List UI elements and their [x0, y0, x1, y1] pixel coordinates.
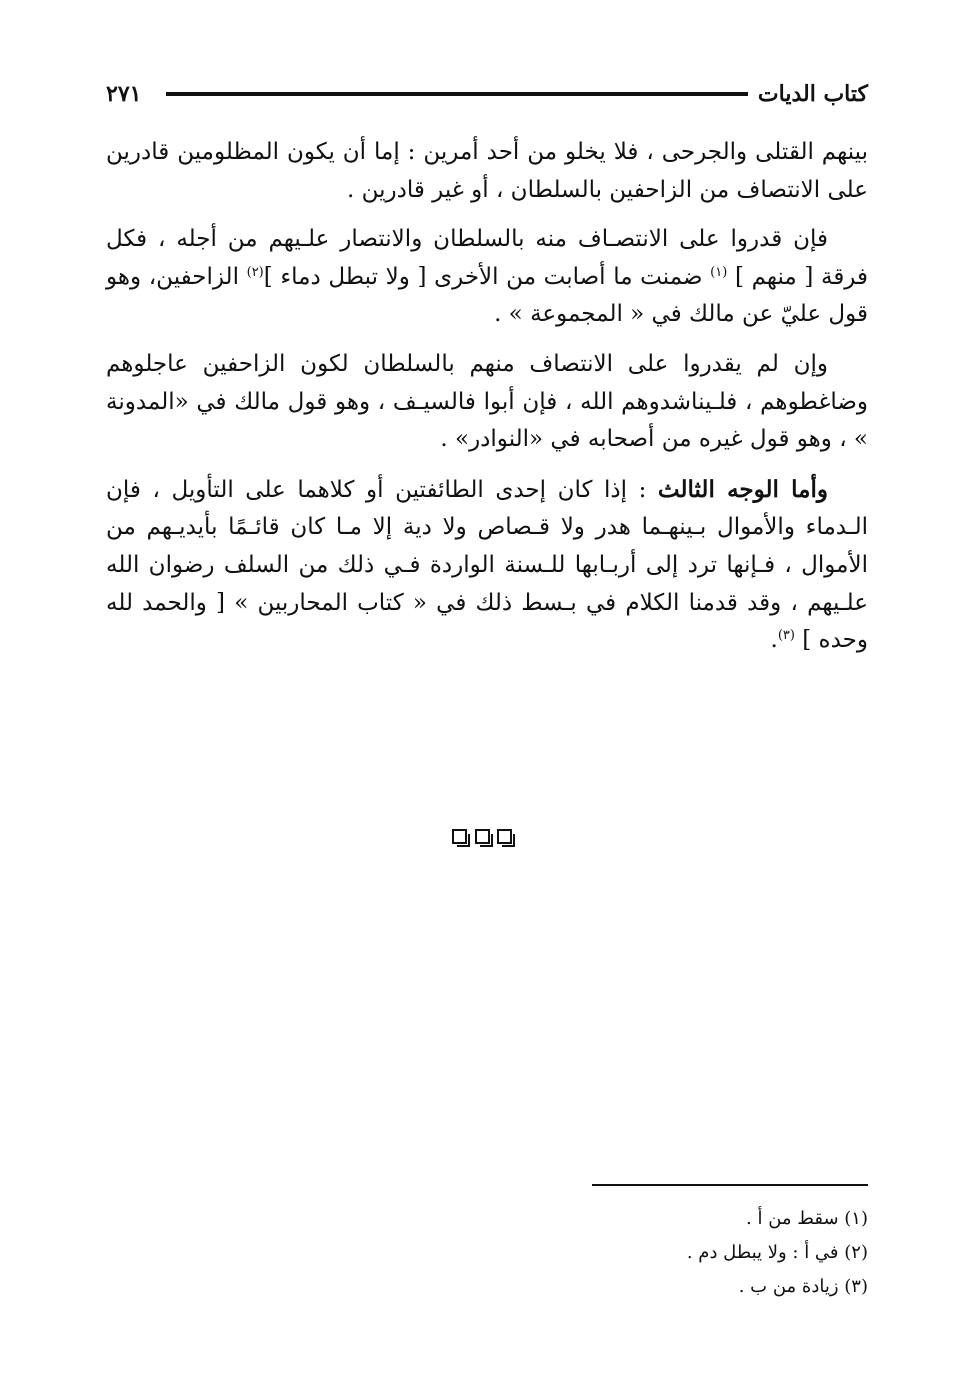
section-end-ornament [452, 826, 512, 846]
footnote-ref-1: (١) [710, 264, 728, 280]
footnote-text: زيادة من ب . [738, 1276, 845, 1297]
paragraph-4-text-b: . [770, 627, 778, 654]
paragraph-1 [106, 134, 868, 209]
footnote-text: في أ : ولا يبطل دم . [686, 1242, 845, 1263]
footnote-2 [508, 1236, 868, 1270]
running-header [106, 74, 868, 114]
paragraph-3 [106, 346, 868, 459]
main-text [106, 134, 868, 672]
paragraph-4-text-a: : إذا كان إحدى الطائفتين أو كلاهما على التأويل ، فإن الـدماء والأموال بـينهـما هدر ولا قـصاص ولا دية إلا مـا كان قائـمًا بأيديـهم من الأموال ، فـإنها ترد إلى أربـابها للـسنة الواردة فـي ذلك من السلف رضوان الله علـيهم ، وقد قدمنا الكلام في بـسط ذلك في « كتاب المحاربين » [ والحمد لله وحده ] [106, 476, 868, 654]
chapter-title: كتاب الديات [757, 81, 868, 107]
paragraph-4-lead: وأما الوجه الثالث [657, 475, 828, 503]
footnotes [508, 1202, 868, 1304]
footnote-3 [508, 1270, 868, 1304]
paragraph-3-text: وإن لم يقدروا على الانتصاف منهم بالسلطان لكون الزاحفين عاجلوهم وضاغطوهم ، فلـيناشدوهم الله ، فإن أبوا فالسيـف ، وهو قول مالك في «المدونة » ، وهو قول غيره من أصحابه في «النوادر» . [106, 350, 868, 453]
ornament-box-icon [452, 829, 467, 844]
footnote-ref-3: (٣) [777, 628, 795, 644]
footnote-number: (٢) [844, 1242, 868, 1263]
footnote-ref-2: (٢) [246, 264, 264, 280]
paragraph-1-text: بينهم القتلى والجرحى ، فلا يخلو من أحد أمرين : إما أن يكون المظلومين قادرين على الانتصاف من الزاحفين بالسلطان ، أو غير قادرين . [106, 139, 868, 203]
footnote-text: سقط من أ . [746, 1208, 845, 1229]
ornament-box-icon [497, 829, 512, 844]
paragraph-2 [106, 221, 868, 334]
footnote-number: (١) [844, 1208, 868, 1229]
footnote-1 [508, 1202, 868, 1236]
footnote-number: (٣) [844, 1276, 868, 1297]
paragraph-4 [106, 471, 868, 660]
paragraph-2-text-b: ضمنت ما أصابت من الأخرى [ ولا تبطل دماء ] [263, 263, 711, 290]
ornament-box-icon [475, 829, 490, 844]
page-number: ٢٧١ [106, 81, 142, 107]
header-rule [166, 92, 748, 96]
paragraph-2-text-a: فإن قدروا على الانتصـاف منه بالسلطان والانتصار علـيهم من أجله ، فكل فرقة [ منهم ] [106, 226, 868, 290]
footnote-rule [592, 1184, 868, 1186]
paragraph-2-text-c: الزاحفين، وهو قول عليّ عن مالك في « المجموعة » . [106, 263, 868, 328]
